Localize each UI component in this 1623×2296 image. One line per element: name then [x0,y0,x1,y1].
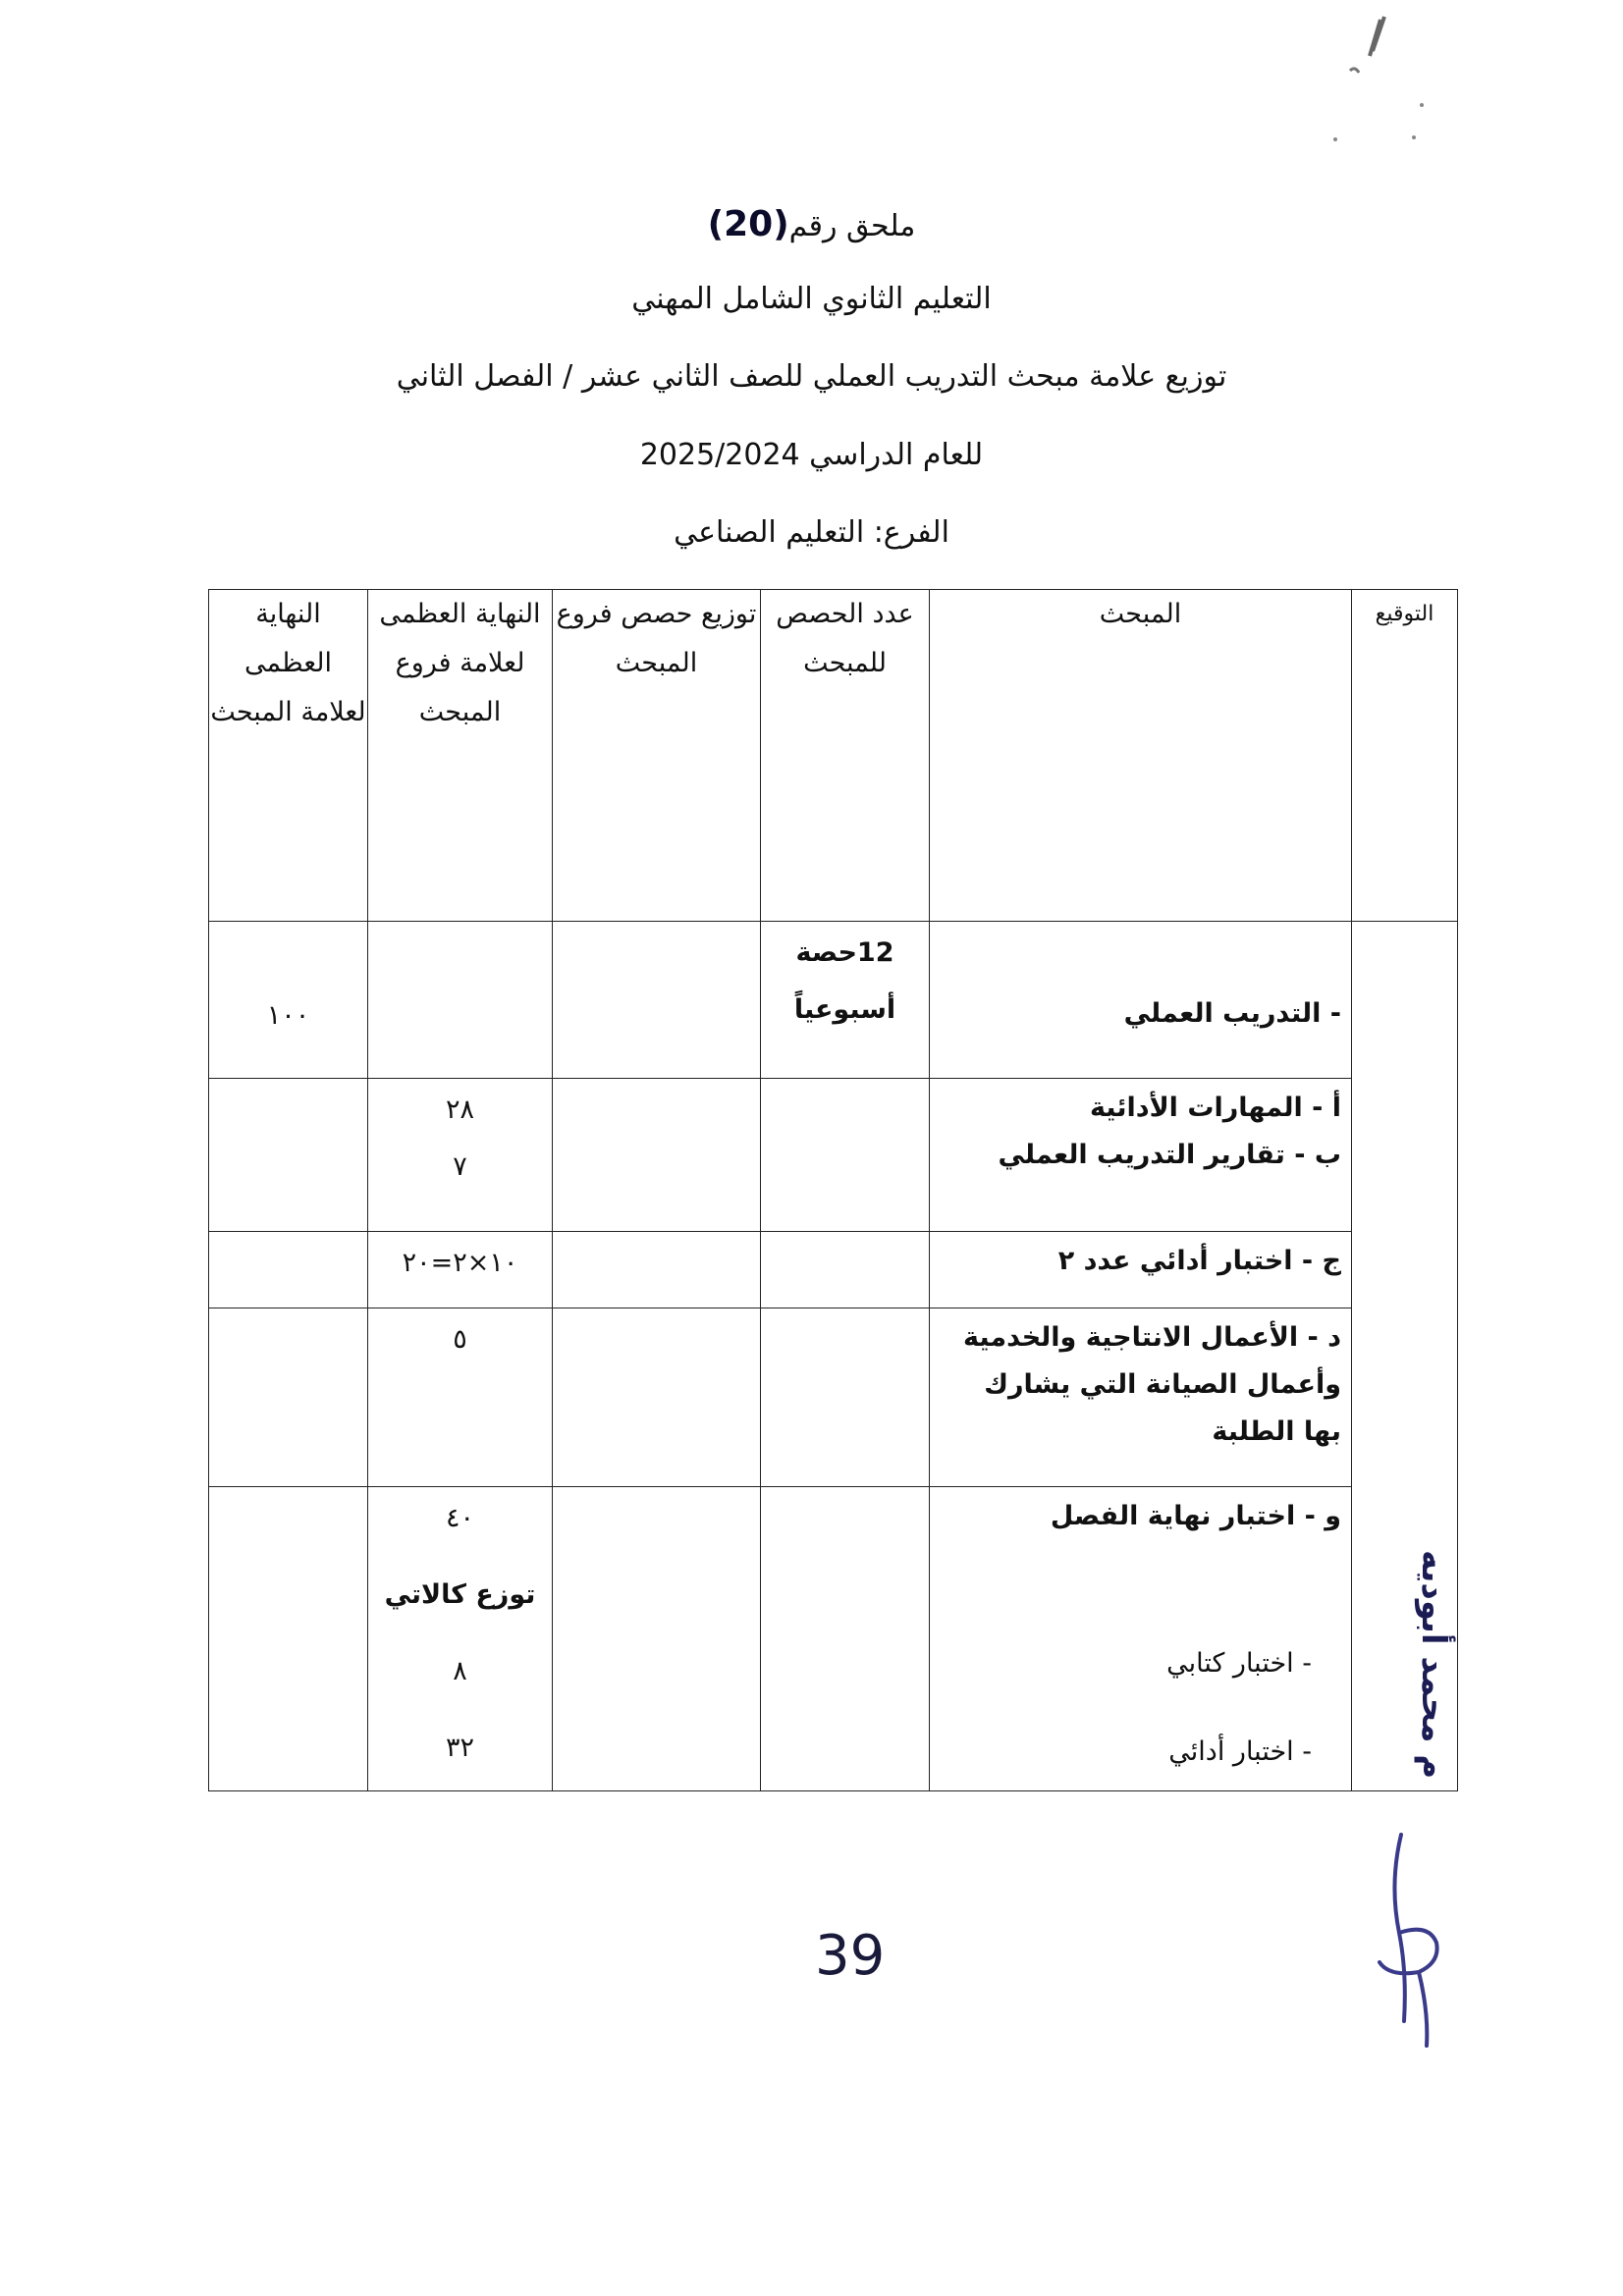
annex-label: ملحق رقم [788,209,916,243]
mark-performance-test: ١٠×٢=٢٠ [402,1248,518,1278]
cell-distribution [553,1232,761,1308]
cell-branch-max [368,922,553,1079]
table-header-row [209,590,1458,922]
cell-periods [761,922,930,1079]
cell-periods [761,1308,930,1487]
subject-practical-training: - التدريب العملي [1123,998,1341,1029]
cell-periods [761,1487,930,1791]
annex-title [0,204,1623,244]
signature-cell [1352,922,1458,1791]
item-performance-skills: أ - المهارات الأدائية [1089,1093,1341,1123]
header-line-3: للعام الدراسي 2025/2024 [639,438,984,472]
table-row [209,1308,1458,1487]
cell-subject-max [209,1079,368,1232]
periods-weekly: أسبوعياً [793,994,896,1025]
mark-practical-exam: ٣٢ [445,1733,474,1763]
item-production-work: د - الأعمال الانتاجية والخدمية وأعمال الصيانة التي يشارك بها الطلبة [963,1322,1341,1447]
cell-subject [930,1308,1352,1487]
cell-branch-max [368,1232,553,1308]
cell-distribution [553,1487,761,1791]
mark-training-reports: ٧ [453,1151,467,1182]
cell-distribution [553,922,761,1079]
mark-final-exam: ٤٠ [445,1503,474,1533]
cell-subject-max [209,1487,368,1791]
cell-subject-max [209,1308,368,1487]
header-line-4: الفرع: التعليم الصناعي [674,515,949,550]
cell-subject [930,1079,1352,1232]
cell-subject-max [209,922,368,1079]
item-practical-exam: - اختبار أدائي [1168,1736,1312,1767]
cell-subject-max [209,1232,368,1308]
header-periods: عدد الحصص للمبحث [761,590,930,922]
cell-branch-max [368,1308,553,1487]
signature-name: م محمد أبوديه [1414,1550,1453,1780]
cell-periods [761,1079,930,1232]
header-line-1: التعليم الثانوي الشامل المهني [631,282,992,316]
item-final-exam: و - اختبار نهاية الفصل [1050,1501,1341,1531]
page-number: 39 [815,1924,886,1988]
cell-branch-max [368,1487,553,1791]
item-written-exam: - اختبار كتابي [1166,1648,1312,1679]
mark-performance-skills: ٢٨ [445,1095,474,1125]
cell-distribution [553,1308,761,1487]
periods-count: 12حصة [795,937,894,968]
header-subject-max: النهاية العظمى لعلامة المبحث [209,590,368,922]
cell-subject [930,1232,1352,1308]
header-subject: المبحث [930,590,1352,922]
mark-written-exam: ٨ [453,1656,467,1686]
item-training-reports: ب - تقارير التدريب العملي [998,1140,1341,1170]
annex-number: (20) [707,204,789,244]
mark-production-work: ٥ [453,1324,467,1355]
header-branch-max: النهاية العظمى لعلامة فروع المبحث [368,590,553,922]
corner-scribble [1316,12,1453,149]
mark-distribution-note: توزع كالاتي [384,1579,536,1610]
table-row [209,922,1458,1079]
item-performance-test: ج - اختبار أدائي عدد ٢ [1057,1246,1341,1276]
header-signature: التوقيع [1352,590,1458,922]
cell-branch-max [368,1079,553,1232]
table-row [209,1232,1458,1308]
header-line-2: توزيع علامة مبحث التدريب العملي للصف الثاني عشر / الفصل الثاني [396,359,1227,394]
handwritten-signature [1360,1825,1448,2051]
cell-periods [761,1232,930,1308]
table-row [209,1487,1458,1791]
cell-subject [930,1487,1352,1791]
cell-distribution [553,1079,761,1232]
cell-subject [930,922,1352,1079]
header-distribution: توزيع حصص فروع المبحث [553,590,761,922]
table-row [209,1079,1458,1232]
marks-table [208,589,1458,1791]
subject-total: ١٠٠ [266,1000,310,1031]
